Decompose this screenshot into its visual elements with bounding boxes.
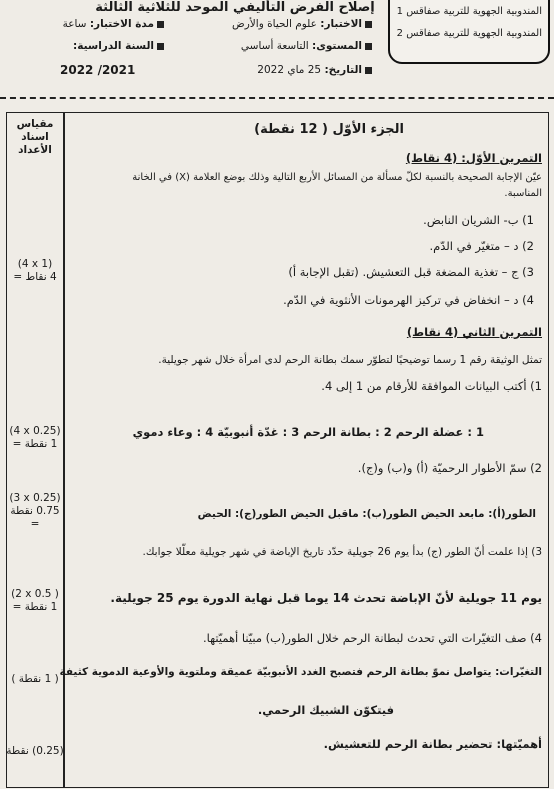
level-value: التاسعة أساسي	[240, 40, 309, 52]
bullet-square-icon	[365, 67, 372, 74]
bullet-square-icon	[157, 43, 164, 50]
grade-q1-formula: (4 x 0.25)	[9, 425, 61, 437]
subject-label: الاختبار:	[320, 18, 362, 30]
grade-q2-total: 0.75 نقطة =	[10, 505, 60, 530]
grading-heading-3: الأعداد	[18, 144, 52, 156]
bullet-square-icon	[157, 21, 164, 28]
subject-value: علوم الحياة والأرض	[232, 18, 317, 30]
duration-label: مدة الاختبار:	[89, 18, 154, 30]
answer-2: 2) د – متغيّر في الدّم.	[429, 239, 534, 253]
date-line	[257, 62, 372, 78]
grading-heading-2: اسناد	[21, 131, 49, 143]
grade-q4-value: ( 1 نقطة )	[11, 673, 59, 685]
school-year-label: السنة الدراسية:	[73, 40, 154, 52]
delegation-line-2: المندوبية الجهوية للتربية صفاقس 2	[396, 28, 542, 39]
question-2-answer: الطور(أ): مابعد الحيض الطور(ب): ماقبل الحيض الطور(ج): الحيض	[197, 508, 536, 520]
answer-4: 4) د – انخفاض في تركيز الهرمونات الأنثوية في الدّم.	[283, 293, 534, 307]
grading-heading	[6, 118, 64, 157]
grade-ex1-total: 4 نقاط =	[13, 271, 57, 283]
part-title: الجزء الأوّل ( 12 نقطة)	[254, 122, 404, 137]
grade-q3	[6, 588, 64, 614]
grade-q4b-value: (0.25) نقطة	[6, 745, 64, 757]
duration-line	[63, 16, 164, 32]
date-value: 25 ماي 2022	[257, 64, 322, 76]
exercise-2-intro: تمثل الوثيقة رقم 1 رسما توضيحيًا لتطوّر سمك بطانة الرحم لدى امرأة خلال شهر جويلية.	[158, 354, 542, 366]
school-year-line	[73, 38, 164, 54]
grade-q3-total: 1 نقطة =	[12, 601, 58, 613]
grade-q4	[6, 673, 64, 686]
exercise-1-title: التمرين الأوّل: (4 نقاط)	[405, 151, 542, 165]
question-4-answer-2: فيتكوّن الشبيك الرحمي.	[257, 703, 394, 717]
grade-q4b	[6, 745, 64, 758]
question-4: 4) صف التغيّرات التي تحدث لبطانة الرحم خلال الطور(ب) مبيّنا أهميّتها.	[202, 631, 542, 645]
grade-q2	[6, 492, 64, 531]
exercise-1-instruction-2: المناسبة.	[504, 188, 542, 199]
grade-q2-formula: (3 x 0.25)	[9, 492, 61, 504]
exam-title: إصلاح الفرض التأليفي الموحد للثلاثية الثالثة	[95, 0, 375, 15]
grade-q3-formula: (2 x 0.5 )	[11, 588, 59, 600]
answer-3: 3) ج – تغذية المضغة قبل التعشيش. (تقبل الإجابة أ)	[288, 265, 534, 279]
question-4-answer-3: أهميّتها: تحضير بطانة الرحم للتعشيش.	[323, 737, 542, 751]
bullet-square-icon	[365, 43, 372, 50]
delegation-box	[388, 0, 550, 64]
level-label: المستوى:	[312, 40, 362, 52]
school-year-value: 2022 /2021	[60, 63, 136, 77]
question-2: 2) سمّ الأطوار الرحميّة (أ) و(ب) و(ج).	[357, 461, 542, 475]
grade-ex1-formula: (4 x 1)	[17, 258, 53, 270]
grade-q1-total: 1 نقطة =	[12, 438, 58, 450]
bullet-square-icon	[365, 21, 372, 28]
exercise-1-instruction: عيّن الإجابة الصحيحة بالنسبة لكلّ مسألة من المسائل الأربع التالية وذلك بوضع العلامة (X) في الخانة	[132, 172, 542, 183]
delegation-line-1: المندوبية الجهوية للتربية صفاقس 1	[396, 6, 542, 17]
question-4-answer-1: التغيّرات: يتواصل نموّ بطانة الرحم فتصبح الغدد الأنبوبيّة عميقة وملتوية والأوعية الدموية كثيفة	[59, 666, 542, 678]
level-line	[241, 38, 372, 54]
grade-q1	[6, 425, 64, 451]
question-3: 3) إذا علمت أنّ الطور (ج) بدأ يوم 26 جويلية حدّد تاريخ الإباضة في شهر جويلية معلّلا جوابك.	[142, 546, 542, 558]
question-1-answer: 1 : عضلة الرحم 2 : بطانة الرحم 3 : غدّة أنبوبيّة 4 : وعاء دموي	[132, 425, 484, 439]
answer-1: 1) ب- الشريان النابض.	[423, 213, 534, 227]
subject-line	[232, 16, 372, 32]
exercise-2-title: التمرين الثاني (4 نقاط)	[406, 325, 542, 339]
grading-heading-1: مقياس	[16, 118, 54, 130]
question-3-answer: يوم 11 جويلية لأنّ الإباضة تحدث 14 يوما قبل نهاية الدورة يوم 25 جويلية.	[110, 591, 542, 605]
grade-ex1	[6, 258, 64, 284]
date-label: التاريخ:	[324, 64, 362, 76]
question-1: 1) أكتب البيانات الموافقة للأرقام من 1 إلى 4.	[321, 379, 542, 393]
header-separator	[0, 90, 554, 99]
duration-value: ساعة	[62, 18, 87, 30]
